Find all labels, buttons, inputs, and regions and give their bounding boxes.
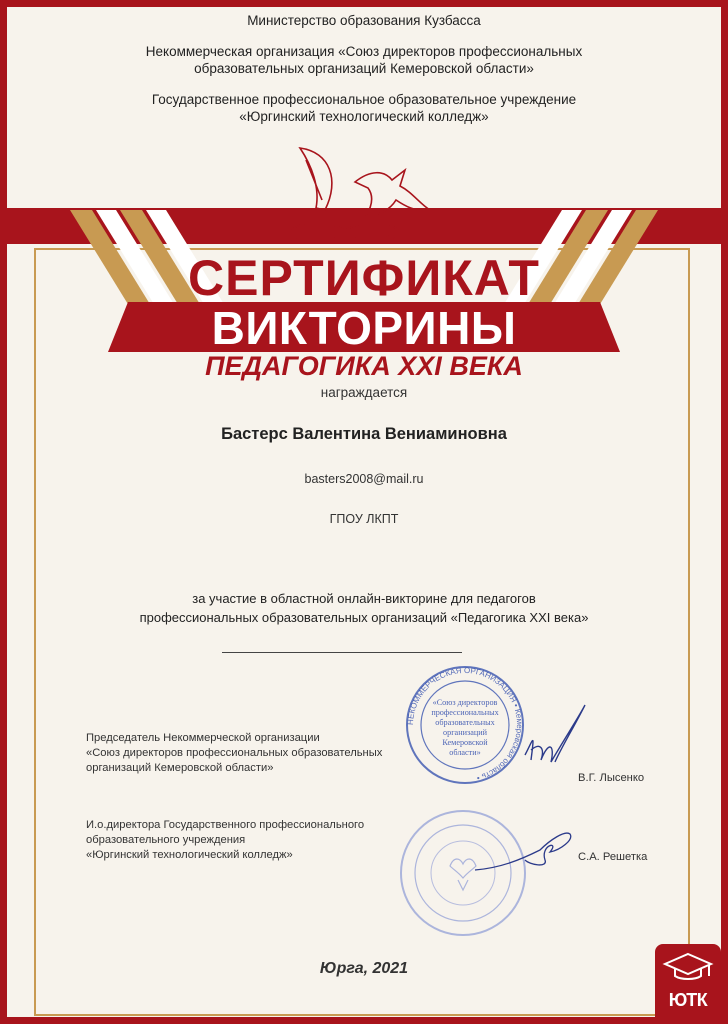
recipient-email: basters2008@mail.ru (304, 472, 424, 486)
college-name-line1: Государственное профессиональное образовательное учреждение (151, 92, 577, 107)
signature-reshetka (470, 820, 580, 880)
signatory-1-title (86, 731, 382, 776)
stamp-line2: профессиональных (431, 708, 499, 717)
stamp-line3: образовательных (435, 718, 495, 727)
title-quiz: ВИКТОРИНЫ (211, 302, 517, 354)
stamp-line5: Кемеровской (442, 738, 488, 747)
signatory-1-name: В.Г. Лысенко (578, 772, 645, 784)
union-name-line2: образовательных организаций Кемеровской области» (194, 61, 534, 76)
college-name-line2: «Юргинский технологический колледж» (239, 109, 489, 124)
stamp-line1: «Союз директоров (432, 698, 498, 707)
signatory-2-title (86, 818, 364, 863)
signatory-1-title-line1: Председатель Некоммерческой организации (86, 732, 320, 744)
stamp-ring-text: НЕКОММЕРЧЕСКАЯ ОРГАНИЗАЦИЯ • Кемеровская область • (405, 665, 525, 783)
signatory-2-title-line1: И.о.директора Государственного профессионального (86, 819, 365, 831)
title-certificate: СЕРТИФИКАТ (188, 250, 540, 306)
college-logo-text: ЮТК (668, 990, 708, 1010)
signatory-2-title-line3: «Юргинский технологический колледж» (86, 849, 293, 861)
award-reason-line1: за участие в областной онлайн-викторине для педагогов (192, 591, 536, 606)
college-logo (655, 944, 721, 1017)
award-reason (0, 589, 728, 627)
signature-lysenko (505, 700, 605, 770)
mortarboard-icon (655, 944, 721, 988)
stamp-line4: организаций (443, 728, 487, 737)
ministry-name: Министерство образования Кузбасса (247, 13, 481, 28)
issuer-header (0, 12, 728, 139)
recipient-organization: ГПОУ ЛКПТ (329, 512, 399, 526)
award-reason-line2: профессиональных образовательных организаций «Педагогика XXI века» (139, 610, 589, 625)
union-name-line1: Некоммерческая организация «Союз директоров профессиональных (145, 44, 583, 59)
awarded-label: награждается (320, 385, 408, 400)
title-subject: ПЕДАГОГИКА XXI ВЕКА (205, 351, 523, 381)
city-year: Юрга, 2021 (319, 960, 409, 977)
signatory-2-name: С.А. Решетка (578, 851, 648, 863)
signatory-2-title-line2: образовательного учреждения (86, 834, 246, 846)
stamp-line6: области» (449, 748, 481, 757)
signatory-1-title-line3: организаций Кемеровской области» (86, 762, 274, 774)
divider-line (222, 652, 462, 653)
recipient-name: Бастерс Валентина Вениаминовна (221, 425, 507, 443)
signatory-1-title-line2: «Союз директоров профессиональных образовательных (86, 747, 383, 759)
